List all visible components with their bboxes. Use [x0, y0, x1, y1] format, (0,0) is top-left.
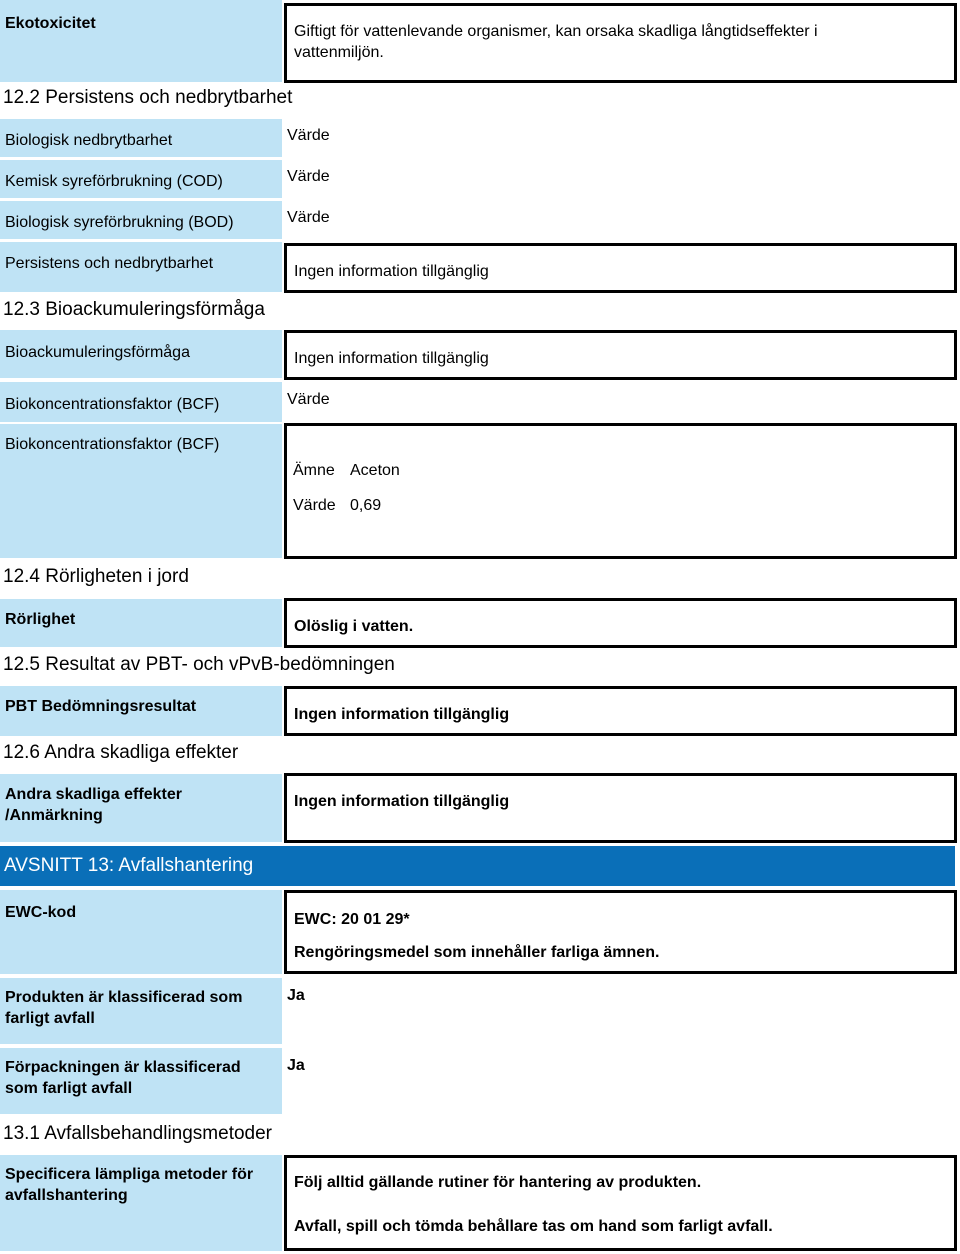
row-value-rorlighet: Olöslig i vatten. — [284, 598, 957, 648]
row-value-bioackumulering: Ingen information tillgänglig — [284, 330, 957, 380]
row-label-biologisk-nedbrytbarhet: Biologisk nedbrytbarhet — [0, 119, 282, 157]
row-label-pbt: PBT Bedömningsresultat — [0, 686, 282, 736]
row-value-bcf-1: Värde — [287, 391, 330, 408]
row-value-cod: Värde — [287, 168, 330, 185]
row-value-forpackning-farligt-avfall: Ja — [287, 1057, 305, 1074]
row-value-produkt-farligt-avfall: Ja — [287, 987, 305, 1004]
section-12-5-title: 12.5 Resultat av PBT- och vPvB-bedömningen — [3, 654, 395, 675]
row-label-bod: Biologisk syreförbrukning (BOD) — [0, 201, 282, 239]
row-label-bcf-1: Biokoncentrationsfaktor (BCF) — [0, 382, 282, 422]
ewc-box — [284, 890, 957, 974]
row-label-produkt-farligt-avfall: Produkten är klassificerad som farligt avfall — [0, 978, 282, 1044]
ewc-code: EWC: 20 01 29* — [294, 911, 410, 928]
row-value-bod: Värde — [287, 209, 330, 226]
row-label-cod: Kemisk syreförbrukning (COD) — [0, 160, 282, 198]
bcf-value-row — [293, 495, 381, 516]
bcf-detail-box — [284, 423, 957, 559]
bcf-value-key: Värde — [293, 497, 336, 514]
ekotoxicitet-value: Giftigt för vattenlevande organismer, kan orsaka skadliga långtidseffekter i vattenmiljön. — [284, 3, 957, 83]
ekotoxicitet-label: Ekotoxicitet — [0, 0, 282, 82]
row-value-pbt: Ingen information tillgänglig — [284, 686, 957, 736]
metoder-text-2: Avfall, spill och tömda behållare tas om hand som farligt avfall. — [294, 1218, 773, 1235]
section-12-6-title: 12.6 Andra skadliga effekter — [3, 742, 239, 763]
ewc-description: Rengöringsmedel som innehåller farliga ämnen. — [294, 944, 660, 961]
bcf-substance-row — [293, 460, 400, 481]
section-13-header: AVSNITT 13: Avfallshantering — [0, 846, 955, 886]
section-12-4-title: 12.4 Rörligheten i jord — [3, 566, 189, 587]
row-label-bcf-2: Biokoncentrationsfaktor (BCF) — [0, 424, 282, 558]
row-label-rorlighet: Rörlighet — [0, 599, 282, 647]
section-12-3-title: 12.3 Bioackumuleringsförmåga — [3, 299, 265, 320]
row-label-bioackumulering: Bioackumuleringsförmåga — [0, 330, 282, 378]
row-label-persistens: Persistens och nedbrytbarhet — [0, 242, 282, 292]
row-value-biologisk-nedbrytbarhet: Värde — [287, 127, 330, 144]
metoder-text-1: Följ alltid gällande rutiner för hantering av produkten. — [294, 1174, 702, 1191]
row-label-ewc: EWC-kod — [0, 890, 282, 974]
row-label-forpackning-farligt-avfall: Förpackningen är klassificerad som farligt avfall — [0, 1048, 282, 1114]
row-value-andra-effekter: Ingen information tillgänglig — [284, 773, 957, 843]
section-13-1-title: 13.1 Avfallsbehandlingsmetoder — [3, 1123, 273, 1144]
row-label-andra-effekter: Andra skadliga effekter /Anmärkning — [0, 774, 282, 842]
bcf-value-value: 0,69 — [350, 497, 382, 514]
row-label-metoder: Specificera lämpliga metoder för avfallshantering — [0, 1155, 282, 1251]
bcf-substance-value: Aceton — [350, 462, 400, 479]
bcf-substance-key: Ämne — [293, 462, 335, 479]
row-value-persistens: Ingen information tillgänglig — [284, 243, 957, 293]
section-12-2-title: 12.2 Persistens och nedbrytbarhet — [3, 87, 293, 108]
metoder-box — [284, 1155, 957, 1251]
